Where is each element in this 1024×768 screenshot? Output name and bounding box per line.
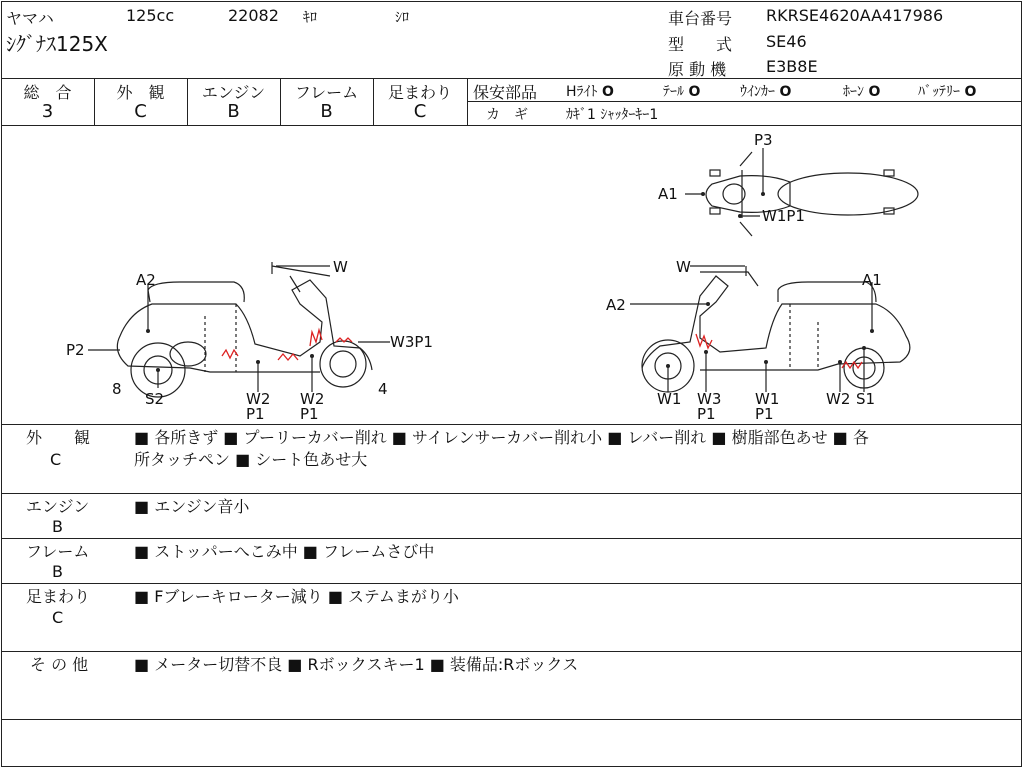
overall-label: 総 合 <box>23 83 72 102</box>
model-name: ｼｸﾞﾅｽ125X <box>6 32 108 56</box>
notes-exterior-line1: ■ 各所きず ■ プーリーカバー削れ ■ サイレンサーカバー削れ小 ■ レバー削れ ■ 樹脂部色あせ ■ 各 <box>134 428 869 447</box>
label-top-a1: A1 <box>658 185 678 203</box>
notes-other-text: ■ メーター切替不良 ■ Rボックスキー1 ■ 装備品:Rボックス <box>134 655 579 674</box>
notes-engine-text: ■ エンジン音小 <box>134 497 250 516</box>
label-left-8: 8 <box>112 380 122 398</box>
label-left-4: 4 <box>378 380 388 398</box>
safety-label: 保安部品 <box>473 83 538 102</box>
top-view-scooter <box>706 152 918 236</box>
label-left-w: W <box>333 258 348 276</box>
frame-label: フレーム <box>294 83 359 102</box>
key-value: ｶｷﾞ1 ｼｬｯﾀｰｷｰ1 <box>566 107 659 123</box>
label-right-p1a: P1 <box>697 405 716 423</box>
label-left-p1a: P1 <box>246 405 265 423</box>
label-top-w1p1: W1P1 <box>762 207 805 225</box>
exterior-label: 外 観 <box>116 83 165 102</box>
exterior-grade: C <box>134 101 147 122</box>
displacement: 125cc <box>126 6 175 25</box>
safety-mark-winker: O <box>779 84 792 100</box>
label-left-p1b: P1 <box>300 405 319 423</box>
label-left-p2: P2 <box>66 341 85 359</box>
frame-grade: B <box>320 101 333 122</box>
label-right-w3: W3 <box>697 390 722 408</box>
label-right-w2: W2 <box>826 390 851 408</box>
safety-item-winker: ｳｲﾝｶｰ O <box>740 84 792 100</box>
notes-frame-text: ■ ストッパーへこみ中 ■ フレームさび中 <box>134 542 435 561</box>
mileage-unit: ｷﾛ <box>303 10 317 26</box>
safety-item-tail: ﾃｰﾙ O <box>663 84 701 100</box>
chassis-label: 車台番号 <box>668 9 733 28</box>
label-right-p1b: P1 <box>755 405 774 423</box>
safety-item-horn: ﾎｰﾝ O <box>843 84 881 100</box>
overall-grade: 3 <box>41 101 54 122</box>
color: ｼﾛ <box>395 10 409 26</box>
label-left-w2a: W2 <box>246 390 271 408</box>
maker: ヤマハ <box>6 9 54 28</box>
safety-mark-horn: O <box>868 84 881 100</box>
label-right-a1: A1 <box>862 271 882 289</box>
mileage: 22082 <box>228 6 279 25</box>
label-right-w1b: W1 <box>755 390 780 408</box>
label-right-w: W <box>676 258 691 276</box>
notes-exterior-line2: 所タッチペン ■ シート色あせ大 <box>134 450 368 469</box>
suspension-label: 足まわり <box>387 83 452 102</box>
notes-engine-label: エンジン <box>26 497 90 516</box>
key-label: カ ギ <box>486 107 528 123</box>
engine-model-value: E3B8E <box>766 57 818 76</box>
notes-exterior-label: 外 観 <box>26 428 91 447</box>
label-left-a2: A2 <box>136 271 156 289</box>
notes-suspension-label: 足まわり <box>26 587 91 606</box>
safety-item-battery: ﾊﾞｯﾃﾘｰ O <box>918 84 977 100</box>
notes-other-label: そ の 他 <box>30 655 89 674</box>
engine-grade: B <box>227 101 240 122</box>
label-left-w3p1: W3P1 <box>390 333 433 351</box>
engine-label: エンジン <box>201 83 266 102</box>
label-left-s2: S2 <box>145 390 165 408</box>
safety-item-headlight: Hﾗｲﾄ O <box>566 84 614 100</box>
notes-engine-grade: B <box>52 517 63 536</box>
notes-suspension-text: ■ Fブレーキローター減り ■ ステムまがり小 <box>134 587 459 606</box>
notes-frame-label: フレーム <box>26 542 90 561</box>
label-left-w2b: W2 <box>300 390 325 408</box>
type-value: SE46 <box>766 32 807 51</box>
engine-model-label: 原 動 機 <box>668 60 727 79</box>
notes-suspension-grade: C <box>52 608 64 627</box>
label-right-s1: S1 <box>856 390 876 408</box>
chassis-value: RKRSE4620AA417986 <box>766 6 944 25</box>
label-top-p3: P3 <box>754 131 773 149</box>
notes-exterior-grade: C <box>50 450 62 469</box>
safety-mark-battery: O <box>964 84 977 100</box>
safety-mark-headlight: O <box>601 84 614 100</box>
label-right-w1: W1 <box>657 390 682 408</box>
label-right-a2: A2 <box>606 296 626 314</box>
type-label: 型 式 <box>668 35 733 54</box>
notes-frame-grade: B <box>52 562 63 581</box>
suspension-grade: C <box>413 101 427 122</box>
safety-mark-tail: O <box>688 84 701 100</box>
